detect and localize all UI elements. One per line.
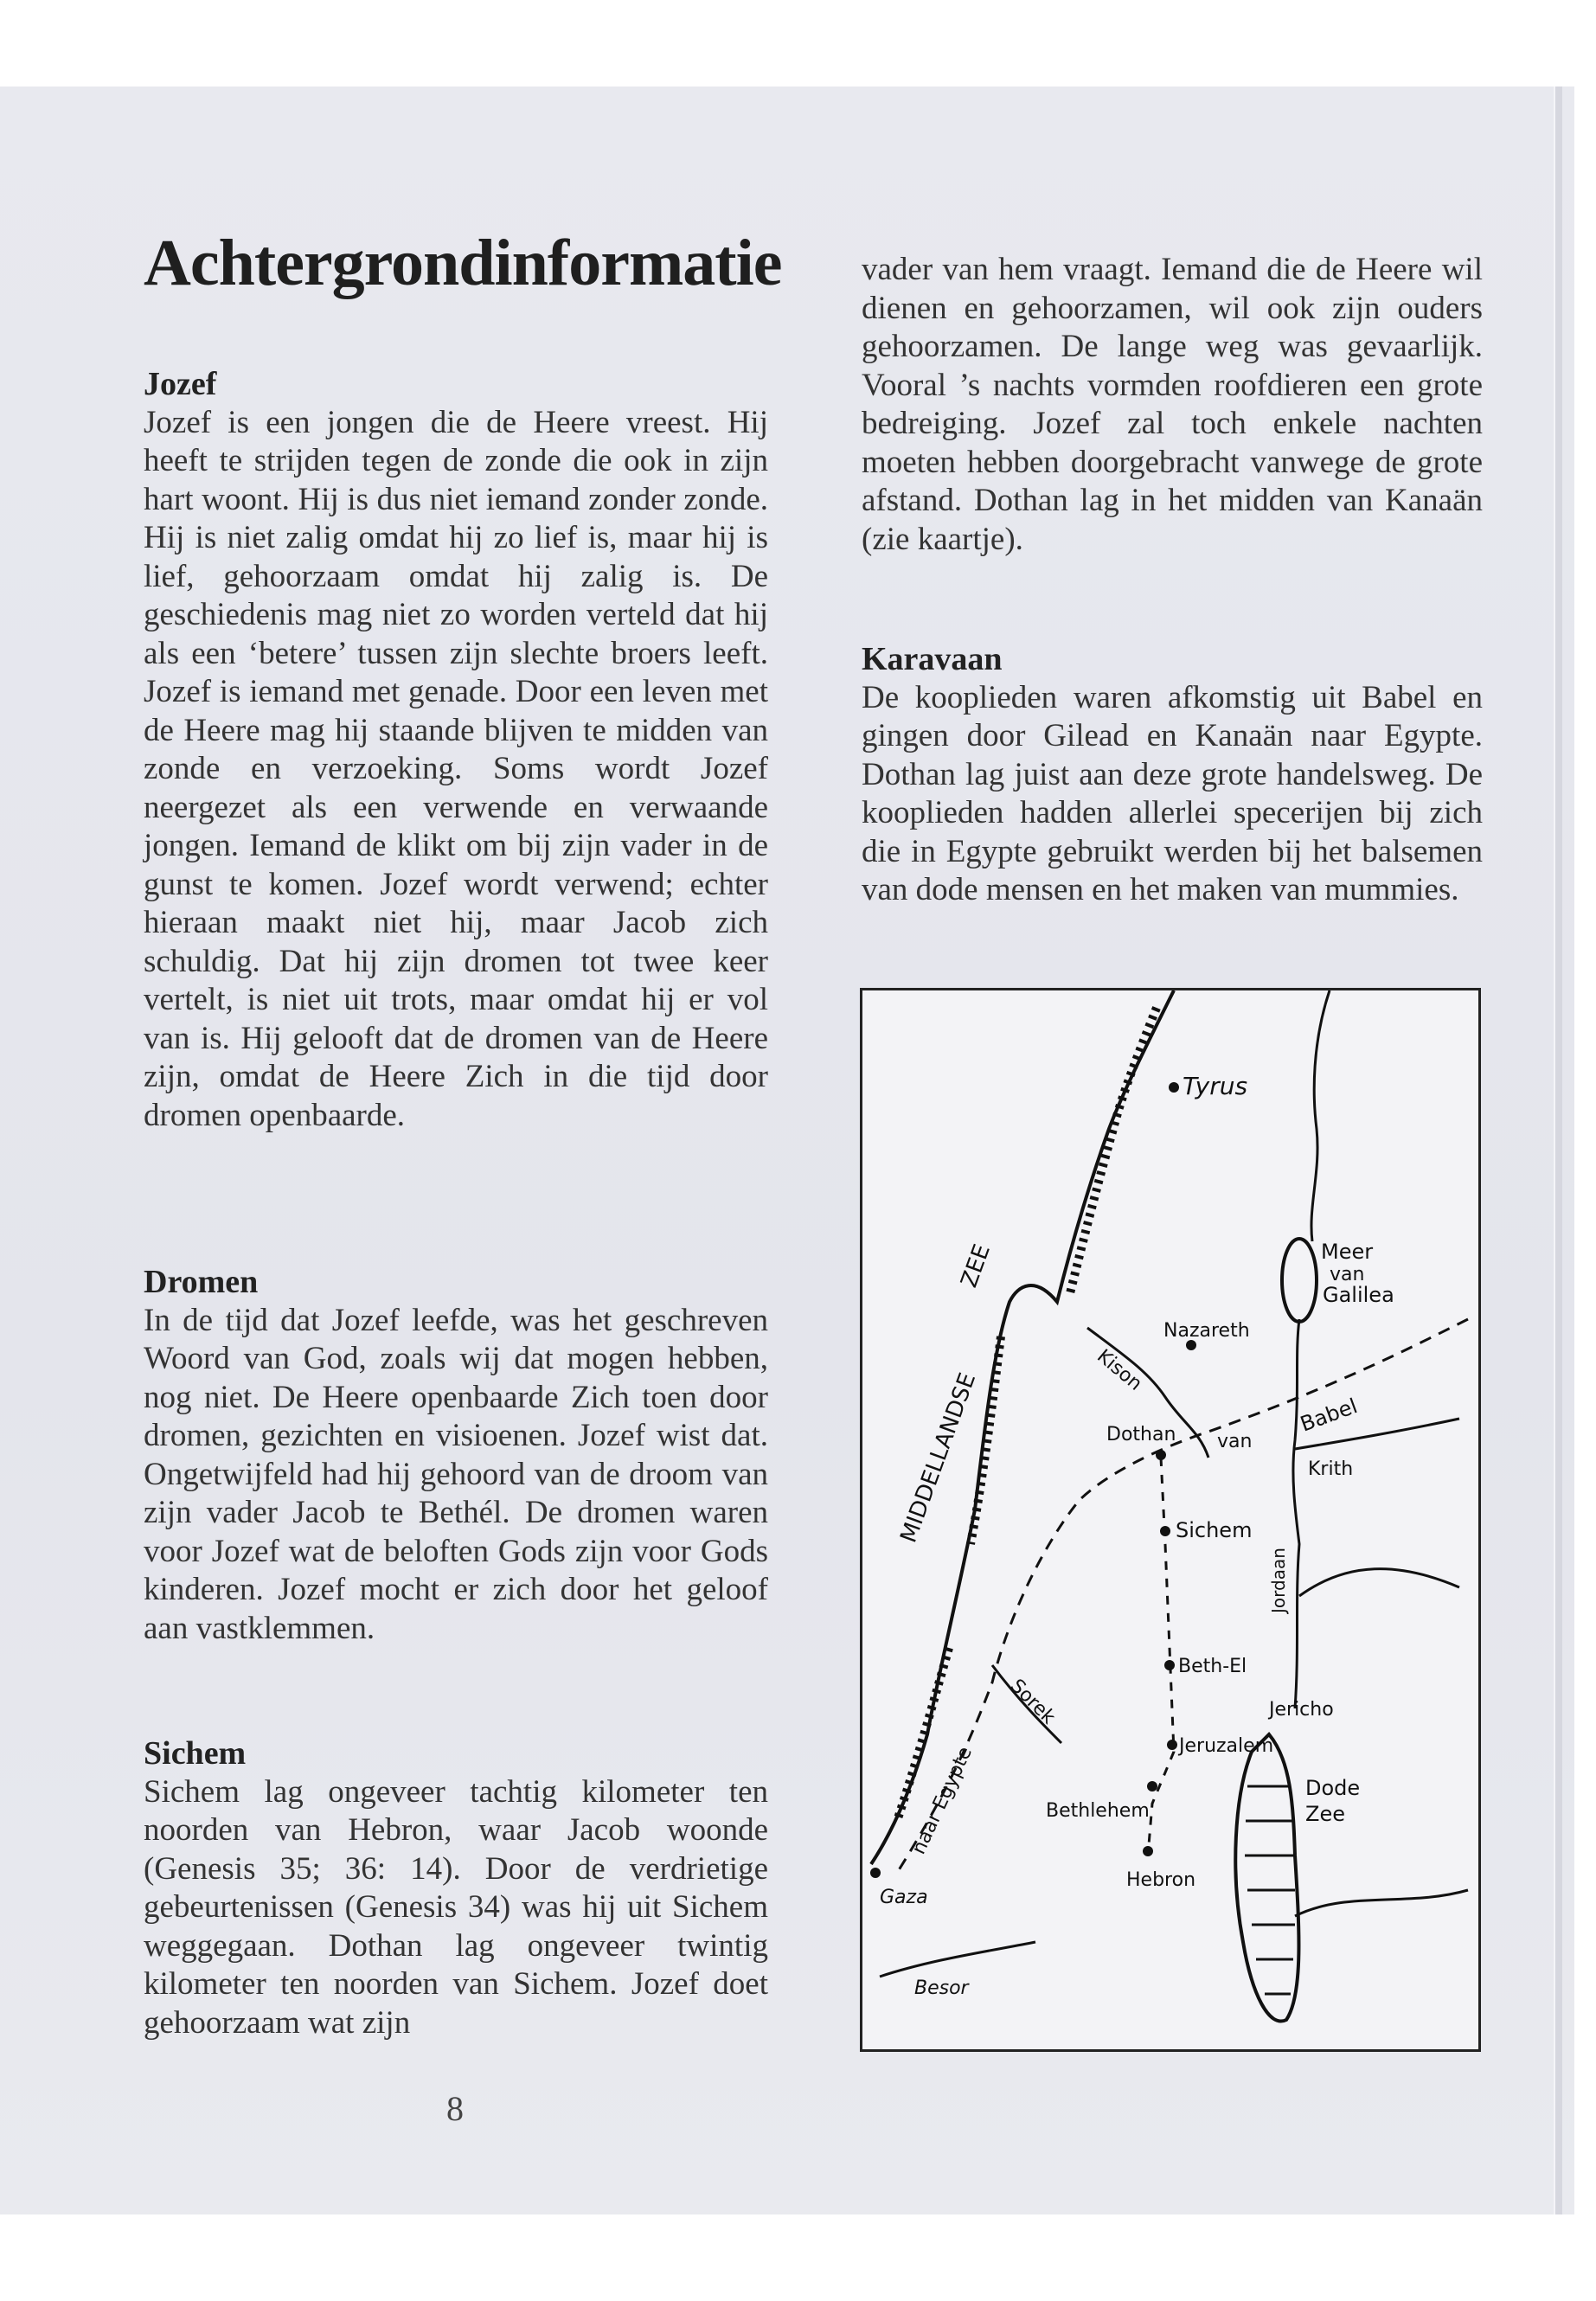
page-title: Achtergrondinformatie [144,227,782,299]
map-label-hebron: Hebron [1126,1869,1196,1891]
lake-galilea [1282,1239,1317,1322]
map-label-van-route: van [1217,1431,1253,1452]
river-east [1299,1569,1459,1596]
town-dot-gaza [870,1868,881,1878]
town-dot-jeruzalem [1167,1740,1177,1750]
section-heading-sichem: Sichem [144,1735,247,1772]
map-label-van: van [1330,1264,1365,1285]
river-east-2 [1295,1890,1468,1916]
road-north-south [1148,1458,1174,1856]
map-label-middellandse: MIDDELLANDSE [895,1369,982,1547]
section-karavaan [862,640,1483,910]
map-label-sorek: Sorek [1005,1675,1060,1729]
town-dot-sichem [1160,1526,1170,1536]
section-text-sichem: Sichem lag ongeveer tachtig kilometer ten noorden van Hebron, waar Jacob woonde (Genesis 35; 36: 14). Door de verdrietige gebeurtenissen (Genesis 34) was hij uit Sichem weggegaan. Dothan lag ongeveer twintig kilometer ten noorden van Sichem. Jozef doet gehoorzaam wat zijn [144,1773,768,2041]
map-label-sichem: Sichem [1176,1518,1253,1542]
map-label-jeruzalem: Jeruzalem [1179,1735,1274,1757]
map-label-galilea: Galilea [1323,1283,1394,1307]
map-label-beth-el: Beth-El [1178,1656,1247,1677]
map-label-jordaan: Jordaan [1268,1548,1289,1613]
section-sichem [144,1734,768,2042]
section-text-dromen: In de tijd dat Jozef leefde, was het geschreven Woord van God, zoals wij dat mogen hebben, nog niet. De Heere openbaarde Zich toen door dromen, gezichten en visioenen. Jozef wist dat. Ongetwijfeld had hij gehoord van de droom van zijn vader Jacob te Bethél. De dromen waren voor Jozef wat de beloften Gods zijn voor Gods kinderen. Jozef mocht er zich door het geloof aan vastklemmen. [144,1302,768,1646]
map-label-babel: Babel [1297,1394,1361,1437]
map-label-besor: Besor [914,1977,969,1999]
map-label-bethlehem: Bethlehem [1046,1800,1150,1822]
map-label-tyrus: Tyrus [1183,1072,1248,1100]
section-heading-jozef: Jozef [144,366,217,402]
section-heading-dromen: Dromen [144,1264,259,1300]
map-drawing [862,990,1478,2049]
section-text-jozef: Jozef is een jongen die de Heere vreest. Hij heeft te strijden tegen de zonde die ook in zijn hart woont. Hij is dus niet iemand zonder zonde. Hij is niet zalig omdat hij zo lief is, maar hij is lief, gehoorzaam omdat hij zalig is. De geschiedenis mag niet zo worden verteld dat hij als een ‘betere’ tussen zijn slechte broers leeft. Jozef is iemand met genade. Door een leven met de Heere mag hij staande blijven te midden van zonde en verzoeking. Soms wordt Jozef neergezet als een verwende en verwaande jongen. Iemand de klikt om bij zijn vader in de gunst te komen. Jozef wordt verwend; echter hieraan maakt niet hij, maar Jacob zich schuldig. Dat hij zijn dromen tot twee keer vertelt, is niet uit trots, maar omdat hij er vol van is. Hij gelooft dat de dromen van de Heere zijn, omdat de Heere Zich in die tijd door dromen openbaarde. [144,404,768,1133]
map-label-meer: Meer [1321,1240,1374,1264]
map-label-naar-egypte: naar Egypte [907,1743,977,1858]
dead-sea-hatch [1245,1786,1295,1994]
page-edge [1554,87,1562,2214]
caravan-route [897,1319,1468,1873]
map-label-zee: ZEE [956,1240,996,1292]
map-label-krith: Krith [1308,1458,1354,1480]
town-dot-beth-el [1164,1660,1175,1670]
section-continued [862,251,1483,559]
map-label-dode: Dode [1305,1776,1361,1800]
town-dot-bethlehem [1147,1781,1157,1791]
town-dot-dothan [1156,1450,1166,1460]
map-label-nazareth: Nazareth [1163,1320,1250,1342]
map-label-jericho: Jericho [1269,1699,1334,1721]
section-jozef [144,365,768,1135]
section-text-karavaan: De kooplieden waren afkomstig uit Babel en gingen door Gilead en Kanaän naar Egypte. Dothan lag juist aan deze grote handelsweg. De kooplieden hadden allerlei specerijen bij zich die in Egypte gebruikt werden bij het balsemen van dode mensen en het maken van mummies. [862,679,1483,907]
map-label-gaza: Gaza [880,1887,928,1908]
town-dot-hebron [1143,1846,1153,1856]
river-jordaan [1293,990,1330,1708]
page-number: 8 [446,2089,464,2128]
section-heading-karavaan: Karavaan [862,641,1003,677]
map-label-zee-dead: Zee [1305,1802,1345,1826]
town-dot-tyrus [1169,1082,1179,1093]
dead-sea [1235,1734,1298,2022]
map-label-kison: Kison [1093,1345,1146,1395]
section-text-continued: vader van hem vraagt. Iemand die de Heere wil dienen en gehoorzamen, wil ook zijn ouders gehoorzamen. De lange weg was gevaarlijk. Vooral ’s nachts vormden roofdieren een grote bedreiging. Jozef zal toch enkele nachten moeten hebben doorgebracht vanwege de grote afstand. Dothan lag in het midden van Kanaän (zie kaartje). [862,252,1483,557]
canaan-map [860,988,1481,2052]
river-besor [880,1942,1035,1977]
map-label-dothan: Dothan [1106,1424,1176,1445]
section-dromen [144,1263,768,1648]
